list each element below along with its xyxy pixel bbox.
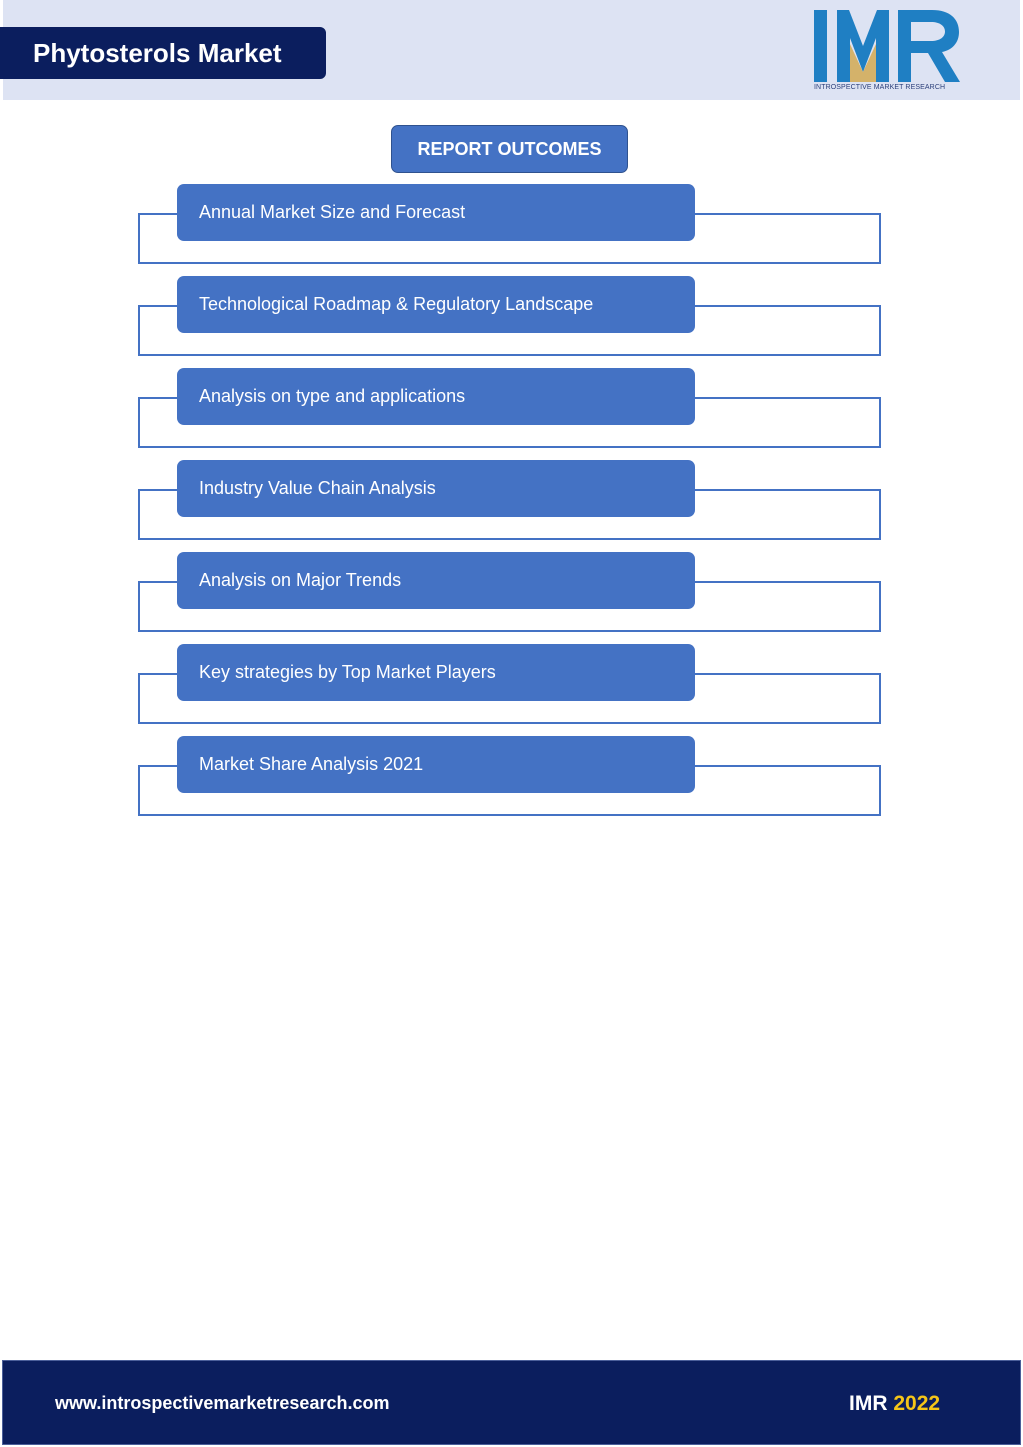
outcome-item (177, 736, 695, 793)
report-outcomes-button (391, 125, 628, 173)
footer-brand-name: IMR (849, 1392, 888, 1415)
page-title-text: Phytosterols Market (33, 37, 282, 68)
outcome-label: Technological Roadmap & Regulatory Landscape (199, 294, 594, 314)
footer-year: 2022 (893, 1392, 941, 1415)
outcome-label: Industry Value Chain Analysis (199, 478, 436, 498)
outcome-item (177, 276, 695, 333)
footer-website-link[interactable]: www.introspectivemarketresearch.com (55, 1393, 390, 1413)
outcome-item (177, 552, 695, 609)
page-footer (2, 1360, 1021, 1445)
outcome-item (177, 644, 695, 701)
outcome-label: Annual Market Size and Forecast (199, 202, 466, 222)
logo-caption: INTROSPECTIVE MARKET RESEARCH (814, 84, 946, 91)
outcome-label: Key strategies by Top Market Players (199, 662, 496, 682)
outcome-item (177, 368, 695, 425)
page-title (0, 27, 326, 79)
outcome-item (177, 184, 695, 241)
outcome-label: Analysis on Major Trends (199, 570, 402, 590)
outcome-item (177, 460, 695, 517)
outcome-label: Analysis on type and applications (199, 386, 466, 406)
outcome-label: Market Share Analysis 2021 (199, 754, 424, 774)
footer-brand (849, 1392, 940, 1416)
report-outcomes-label: REPORT OUTCOMES (417, 138, 602, 159)
